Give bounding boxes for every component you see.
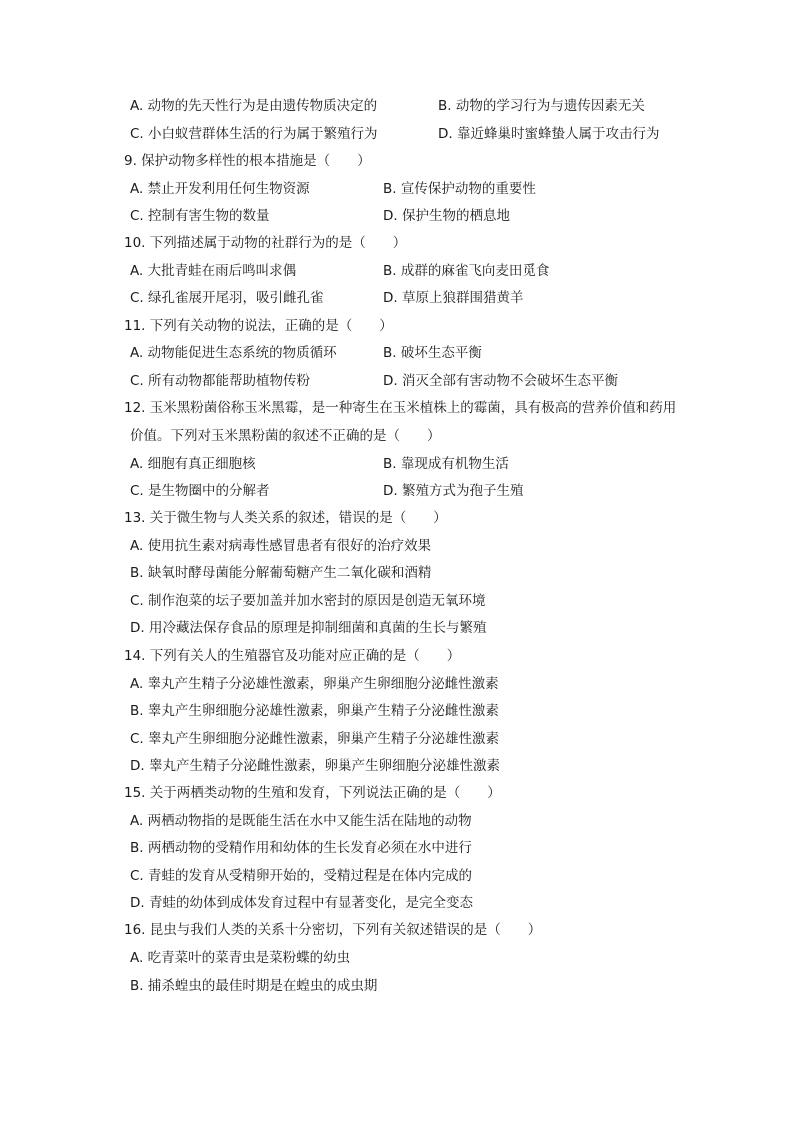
q10-option-a: A. 大批青蛙在雨后鸣叫求偶	[130, 263, 297, 279]
q14-option-b: B. 睾丸产生卵细胞分泌雄性激素，卵巢产生精子分泌雌性激素	[130, 703, 499, 719]
q10-stem: 10. 下列描述属于动物的社群行为的是（ ）	[124, 235, 407, 251]
q10-option-c: C. 绿孔雀展开尾羽，吸引雌孔雀	[130, 290, 324, 306]
q8-option-d: D. 靠近蜂巢时蜜蜂蛰人属于攻击行为	[438, 126, 660, 142]
q13-option-b: B. 缺氧时酵母菌能分解葡萄糖产生二氧化碳和酒精	[130, 565, 432, 581]
q9-option-b: B. 宣传保护动物的重要性	[383, 181, 536, 197]
q10-option-d: D. 草原上狼群围猎黄羊	[383, 290, 524, 306]
q11-option-c: C. 所有动物都能帮助植物传粉	[130, 373, 311, 389]
q15-option-b: B. 两栖动物的受精作用和幼体的生长发育必须在水中进行	[130, 840, 472, 856]
q9-option-c: C. 控制有害生物的数量	[130, 208, 270, 224]
q15-option-c: C. 青蛙的发育从受精卵开始的，受精过程是在体内完成的	[130, 868, 473, 884]
q15-option-a: A. 两栖动物指的是既能生活在水中又能生活在陆地的动物	[130, 813, 472, 829]
q16-stem: 16. 昆虫与我们人类的关系十分密切，下列有关叙述错误的是（ ）	[124, 922, 542, 938]
q11-option-b: B. 破坏生态平衡	[383, 345, 482, 361]
q16-option-b: B. 捕杀蝗虫的最佳时期是在蝗虫的成虫期	[130, 978, 378, 994]
q14-stem: 14. 下列有关人的生殖器官及功能对应正确的是（ ）	[124, 648, 461, 664]
q12-option-d: D. 繁殖方式为孢子生殖	[383, 483, 524, 499]
q9-option-d: D. 保护生物的栖息地	[383, 208, 510, 224]
q15-stem: 15. 关于两栖类动物的生殖和发育，下列说法正确的是（ ）	[124, 785, 501, 801]
q8-option-c: C. 小白蚁营群体生活的行为属于繁殖行为	[130, 126, 378, 142]
q12-option-a: A. 细胞有真正细胞核	[130, 456, 256, 472]
q15-option-d: D. 青蛙的幼体到成体发育过程中有显著变化，是完全变态	[130, 895, 473, 911]
q8-option-a: A. 动物的先天性行为是由遗传物质决定的	[130, 98, 378, 114]
q12-stem-line1: 12. 玉米黑粉菌俗称玉米黑霉，是一种寄生在玉米植株上的霉菌，具有极高的营养价值和药用	[124, 400, 677, 416]
q13-option-d: D. 用冷藏法保存食品的原理是抑制细菌和真菌的生长与繁殖	[130, 620, 487, 636]
q9-option-a: A. 禁止开发利用任何生物资源	[130, 181, 310, 197]
q13-stem: 13. 关于微生物与人类关系的叙述，错误的是（ ）	[124, 510, 447, 526]
q9-stem: 9. 保护动物多样性的根本措施是（ ）	[124, 153, 371, 169]
q11-option-a: A. 动物能促进生态系统的物质循环	[130, 345, 337, 361]
q13-option-c: C. 制作泡菜的坛子要加盖并加水密封的原因是创造无氧环境	[130, 593, 486, 609]
q10-option-b: B. 成群的麻雀飞向麦田觅食	[383, 263, 550, 279]
q16-option-a: A. 吃青菜叶的菜青虫是菜粉蝶的幼虫	[130, 950, 351, 966]
q14-option-c: C. 睾丸产生卵细胞分泌雌性激素，卵巢产生精子分泌雄性激素	[130, 731, 500, 747]
q14-option-a: A. 睾丸产生精子分泌雄性激素，卵巢产生卵细胞分泌雌性激素	[130, 676, 499, 692]
q13-option-a: A. 使用抗生素对病毒性感冒患者有很好的治疗效果	[130, 538, 432, 554]
q12-option-b: B. 靠现成有机物生活	[383, 456, 509, 472]
q14-option-d: D. 睾丸产生精子分泌雌性激素，卵巢产生卵细胞分泌雄性激素	[130, 758, 500, 774]
q12-stem-line2: 价值。下列对玉米黑粉菌的叙述不正确的是（ ）	[130, 428, 441, 444]
q11-stem: 11. 下列有关动物的说法，正确的是（ ）	[124, 318, 393, 334]
q11-option-d: D. 消灭全部有害动物不会破坏生态平衡	[383, 373, 618, 389]
q12-option-c: C. 是生物圈中的分解者	[130, 483, 270, 499]
q8-option-b: B. 动物的学习行为与遗传因素无关	[438, 98, 645, 114]
